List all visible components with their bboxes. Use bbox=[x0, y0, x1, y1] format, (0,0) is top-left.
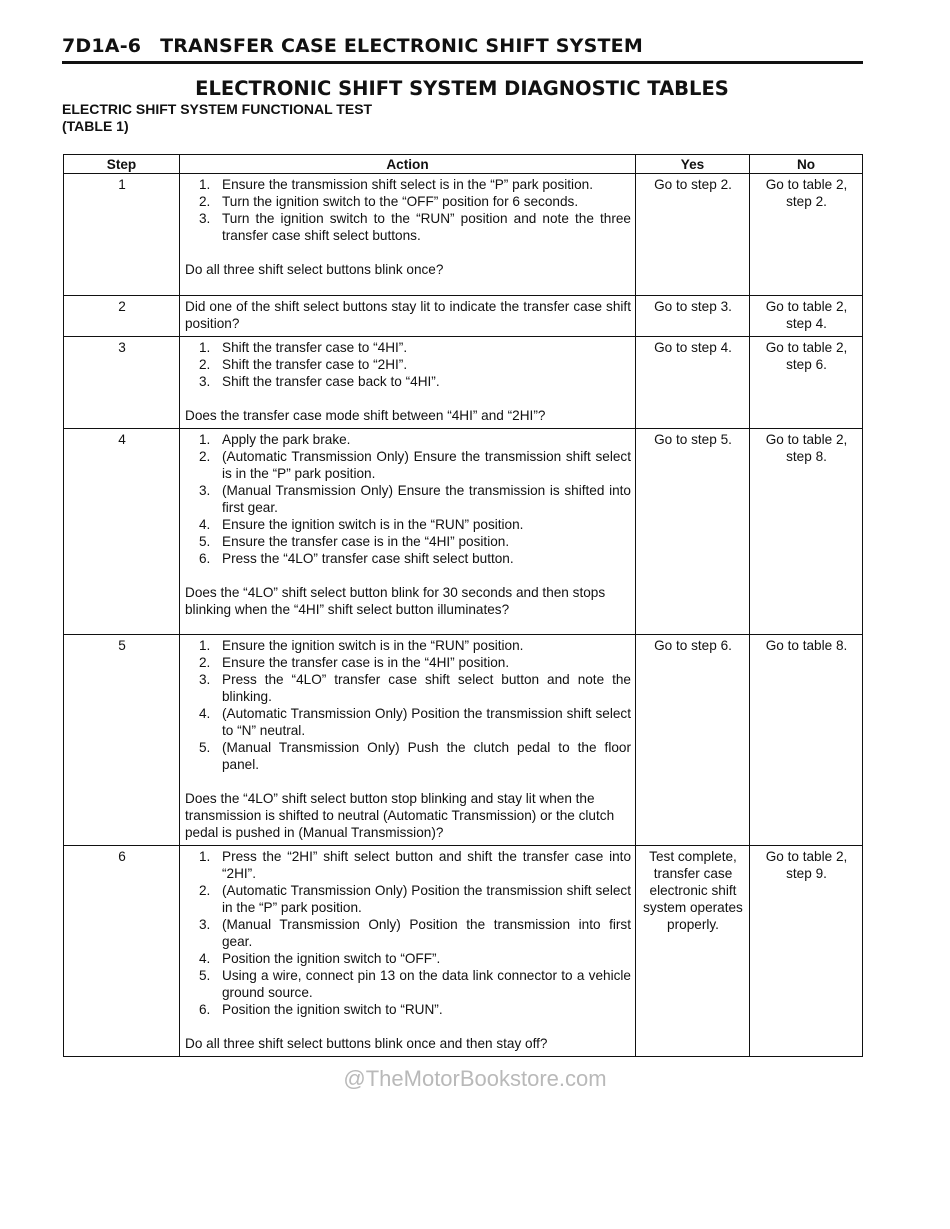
column-header-step: Step bbox=[64, 155, 180, 174]
table-row bbox=[64, 337, 863, 429]
action-cell bbox=[180, 846, 636, 1057]
action-item bbox=[185, 967, 631, 1001]
action-item-number: 3. bbox=[199, 211, 211, 226]
action-item-number: 1. bbox=[199, 340, 211, 355]
action-item-text: Shift the transfer case to “4HI”. bbox=[222, 340, 408, 355]
action-item-text: Shift the transfer case back to “4HI”. bbox=[222, 374, 440, 389]
diagnostic-table bbox=[63, 154, 863, 1057]
step-cell: 2 bbox=[64, 296, 180, 337]
action-item bbox=[185, 210, 631, 244]
yes-cell: Go to step 2. bbox=[636, 174, 750, 296]
action-list bbox=[185, 637, 631, 773]
action-cell bbox=[180, 174, 636, 296]
action-question: Did one of the shift select buttons stay lit to indicate the transfer case shift position? bbox=[185, 299, 631, 331]
action-item-text: (Automatic Transmission Only) Position the transmission shift select to “N” neutral. bbox=[222, 706, 631, 738]
no-cell: Go to table 2, step 4. bbox=[750, 296, 863, 337]
action-item-number: 5. bbox=[199, 740, 211, 755]
action-item bbox=[185, 671, 631, 705]
action-item-text: (Automatic Transmission Only) Ensure the transmission shift select is in the “P” park position. bbox=[222, 449, 631, 481]
action-item bbox=[185, 193, 631, 210]
action-cell bbox=[180, 337, 636, 429]
section-title: TRANSFER CASE ELECTRONIC SHIFT SYSTEM bbox=[160, 35, 643, 57]
action-list bbox=[185, 176, 631, 244]
action-item-text: (Manual Transmission Only) Position the transmission into first gear. bbox=[222, 917, 631, 949]
action-item-text: Shift the transfer case to “2HI”. bbox=[222, 357, 408, 372]
action-item-number: 3. bbox=[199, 672, 211, 687]
page-header bbox=[62, 34, 862, 58]
action-item-number: 1. bbox=[199, 432, 211, 447]
action-item bbox=[185, 637, 631, 654]
no-cell: Go to table 2, step 8. bbox=[750, 429, 863, 635]
step-cell: 1 bbox=[64, 174, 180, 296]
action-item bbox=[185, 950, 631, 967]
no-cell: Go to table 2, step 2. bbox=[750, 174, 863, 296]
action-item bbox=[185, 431, 631, 448]
action-item-number: 5. bbox=[199, 534, 211, 549]
action-question: Does the transfer case mode shift between “4HI” and “2HI”? bbox=[185, 408, 546, 423]
subtitle-line-2: (TABLE 1) bbox=[62, 118, 129, 134]
action-item-number: 1. bbox=[199, 849, 211, 864]
table-body bbox=[64, 174, 863, 1057]
action-item bbox=[185, 176, 631, 193]
table-subtitle bbox=[62, 101, 862, 135]
yes-cell: Go to step 5. bbox=[636, 429, 750, 635]
action-item-number: 3. bbox=[199, 483, 211, 498]
action-item-number: 4. bbox=[199, 706, 211, 721]
table-header-row bbox=[64, 155, 863, 174]
action-item-number: 1. bbox=[199, 638, 211, 653]
no-cell: Go to table 8. bbox=[750, 635, 863, 846]
yes-cell: Go to step 3. bbox=[636, 296, 750, 337]
step-cell: 4 bbox=[64, 429, 180, 635]
action-item-number: 2. bbox=[199, 194, 211, 209]
action-item-number: 3. bbox=[199, 374, 211, 389]
action-item-text: Ensure the transmission shift select is in the “P” park position. bbox=[222, 177, 593, 192]
table-row bbox=[64, 429, 863, 635]
no-cell: Go to table 2, step 9. bbox=[750, 846, 863, 1057]
action-item bbox=[185, 550, 631, 567]
action-item-number: 4. bbox=[199, 517, 211, 532]
action-item-text: (Manual Transmission Only) Push the clutch pedal to the floor panel. bbox=[222, 740, 631, 772]
action-item bbox=[185, 1001, 631, 1018]
table-row bbox=[64, 635, 863, 846]
action-item-text: Ensure the ignition switch is in the “RUN” position. bbox=[222, 517, 524, 532]
action-item-text: Press the “2HI” shift select button and shift the transfer case into “2HI”. bbox=[222, 849, 631, 881]
step-cell: 3 bbox=[64, 337, 180, 429]
yes-cell: Go to step 4. bbox=[636, 337, 750, 429]
column-header-action: Action bbox=[180, 155, 636, 174]
table-row bbox=[64, 296, 863, 337]
action-item-number: 2. bbox=[199, 357, 211, 372]
column-header-yes: Yes bbox=[636, 155, 750, 174]
action-item bbox=[185, 654, 631, 671]
action-item-text: Position the ignition switch to “RUN”. bbox=[222, 1002, 443, 1017]
action-item-number: 2. bbox=[199, 883, 211, 898]
action-item bbox=[185, 882, 631, 916]
action-item bbox=[185, 533, 631, 550]
header-rule bbox=[62, 61, 863, 64]
action-item-text: Press the “4LO” transfer case shift select button. bbox=[222, 551, 514, 566]
action-item-text: Ensure the transfer case is in the “4HI” position. bbox=[222, 655, 510, 670]
action-item bbox=[185, 516, 631, 533]
action-item bbox=[185, 482, 631, 516]
column-header-no: No bbox=[750, 155, 863, 174]
step-cell: 6 bbox=[64, 846, 180, 1057]
action-item-text: Turn the ignition switch to the “RUN” position and note the three transfer case shift select buttons. bbox=[222, 211, 631, 243]
action-item bbox=[185, 373, 631, 390]
action-item-text: Press the “4LO” transfer case shift select button and note the blinking. bbox=[222, 672, 631, 704]
action-item-text: (Manual Transmission Only) Ensure the transmission is shifted into first gear. bbox=[222, 483, 631, 515]
action-item-text: Position the ignition switch to “OFF”. bbox=[222, 951, 441, 966]
action-question: Do all three shift select buttons blink once? bbox=[185, 262, 444, 277]
action-question: Do all three shift select buttons blink once and then stay off? bbox=[185, 1036, 548, 1051]
action-item-number: 2. bbox=[199, 449, 211, 464]
action-item bbox=[185, 356, 631, 373]
action-item-number: 6. bbox=[199, 1002, 211, 1017]
action-item bbox=[185, 705, 631, 739]
table-row bbox=[64, 174, 863, 296]
action-cell bbox=[180, 635, 636, 846]
action-item bbox=[185, 848, 631, 882]
page-title: ELECTRONIC SHIFT SYSTEM DIAGNOSTIC TABLES bbox=[195, 77, 729, 100]
action-list bbox=[185, 339, 631, 390]
action-item-number: 2. bbox=[199, 655, 211, 670]
action-item-number: 1. bbox=[199, 177, 211, 192]
table-row bbox=[64, 846, 863, 1057]
action-item-text: Ensure the ignition switch is in the “RUN” position. bbox=[222, 638, 524, 653]
action-item bbox=[185, 916, 631, 950]
action-item-number: 3. bbox=[199, 917, 211, 932]
action-item-number: 5. bbox=[199, 968, 211, 983]
no-cell: Go to table 2, step 6. bbox=[750, 337, 863, 429]
action-item-number: 4. bbox=[199, 951, 211, 966]
action-item-text: (Automatic Transmission Only) Position the transmission shift select in the “P” park position. bbox=[222, 883, 631, 915]
action-item-number: 6. bbox=[199, 551, 211, 566]
action-question: Does the “4LO” shift select button stop blinking and stay lit when the transmission is shifted to neutral (Automatic Transmission) or the clutch pedal is pushed in (Manual Transmission)? bbox=[185, 791, 615, 840]
subtitle-line-1: ELECTRIC SHIFT SYSTEM FUNCTIONAL TEST bbox=[62, 101, 373, 117]
action-item bbox=[185, 448, 631, 482]
page-code: 7D1A-6 bbox=[62, 35, 142, 57]
action-item-text: Turn the ignition switch to the “OFF” position for 6 seconds. bbox=[222, 194, 579, 209]
step-cell: 5 bbox=[64, 635, 180, 846]
action-item-text: Using a wire, connect pin 13 on the data link connector to a vehicle ground source. bbox=[222, 968, 631, 1000]
action-question: Does the “4LO” shift select button blink for 30 seconds and then stops blinking when the “4HI” shift select button illuminates? bbox=[185, 585, 606, 617]
action-cell bbox=[180, 296, 636, 337]
action-item bbox=[185, 339, 631, 356]
yes-cell: Test complete, transfer case electronic shift system operates properly. bbox=[636, 846, 750, 1057]
action-list bbox=[185, 848, 631, 1018]
action-item-text: Apply the park brake. bbox=[222, 432, 351, 447]
action-list bbox=[185, 431, 631, 567]
action-cell bbox=[180, 429, 636, 635]
watermark: @TheMotorBookstore.com bbox=[343, 1066, 607, 1091]
yes-cell: Go to step 6. bbox=[636, 635, 750, 846]
action-item-text: Ensure the transfer case is in the “4HI” position. bbox=[222, 534, 510, 549]
action-item bbox=[185, 739, 631, 773]
